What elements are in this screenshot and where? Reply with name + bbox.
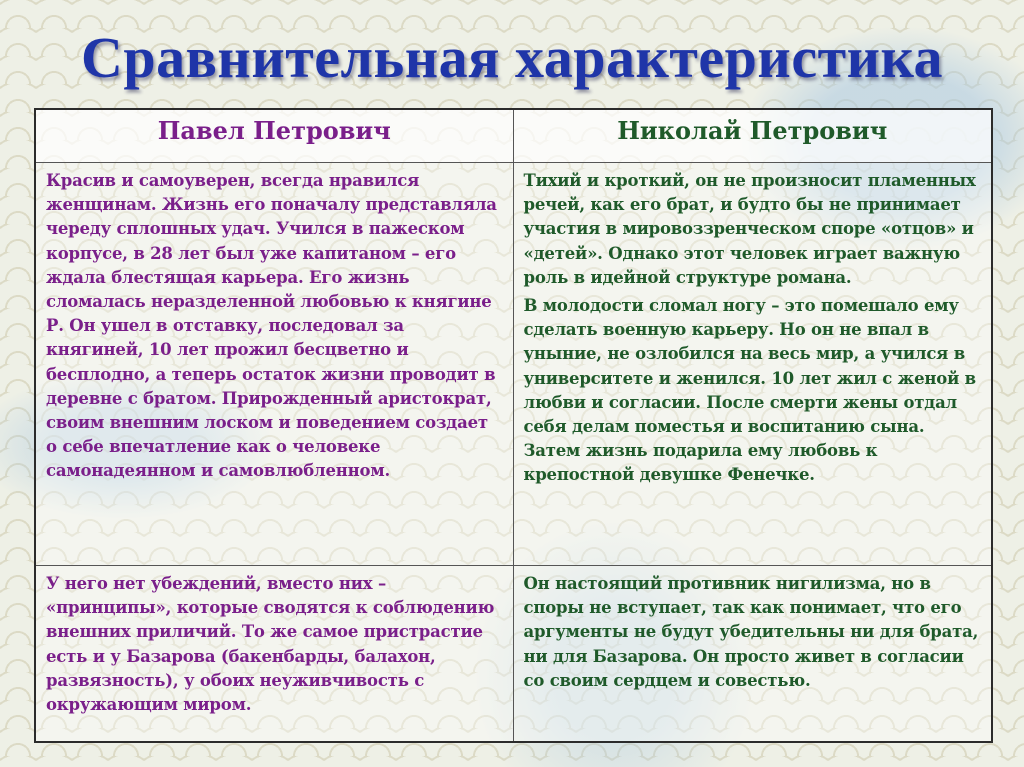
cell-pavel-beliefs (35, 566, 513, 743)
comparison-table (34, 108, 993, 743)
cell-nikolai-beliefs (513, 566, 992, 743)
paragraph: У него нет убеждений, вместо них – «принципы», которые сводятся к соблюдению внешних приличий. То же самое пристрастие есть и у Базарова (бакенбарды, балахон, развязность), у обоих неуживчивость с окружающим миром. (46, 574, 495, 715)
paragraph: Красив и самоуверен, всегда нравился женщинам. Жизнь его поначалу представляла череду сплошных удач. Учился в пажеском корпусе, в 28 лет был уже капитаном – его ждала блестящая карьера. Его жизнь сломалась неразделенной любовью к княгине Р. Он ушел в отставку, последовал за княгиней, 10 лет прожил бесцветно и бесплодно, а теперь остаток жизни проводит в деревне с братом. Прирожденный аристократ, своим внешним лоском и поведением создает о себе впечатление как о человеке самонадеянном и самовлюбленном. (46, 171, 497, 481)
table-row (35, 566, 992, 743)
cell-pavel-biography (35, 163, 513, 566)
paragraph: Тихий и кроткий, он не произносит пламенных речей, как его брат, и будто бы не принимает участия в мировоззренческом споре «отцов» и «детей». Однако этот человек играет важную роль в идейной структуре романа. (523, 171, 976, 287)
paragraph: Он настоящий противник нигилизма, но в споры не вступает, так как понимает, что его аргументы не будут убедительны ни для брата, ни для Базарова. Он просто живет в согласии со своим сердцем и совестью. (523, 574, 979, 690)
cell-nikolai-biography (513, 163, 992, 566)
header-nikolai-petrovich: Николай Петрович (513, 109, 992, 163)
slide-title: Сравнительная характеристика (80, 25, 944, 90)
table-row (35, 163, 992, 566)
paragraph: В молодости сломал ногу – это помешало ему сделать военную карьеру. Но он не впал в уныние, не озлобился на весь мир, а учился в университете и женился. 10 лет жил с женой в любви и согласии. После смерти жены отдал себя делам поместья и воспитанию сына. Затем жизнь подарила ему любовь к крепостной девушке Фенечке. (523, 296, 976, 485)
header-pavel-petrovich: Павел Петрович (35, 109, 513, 163)
table-header-row (35, 109, 992, 163)
